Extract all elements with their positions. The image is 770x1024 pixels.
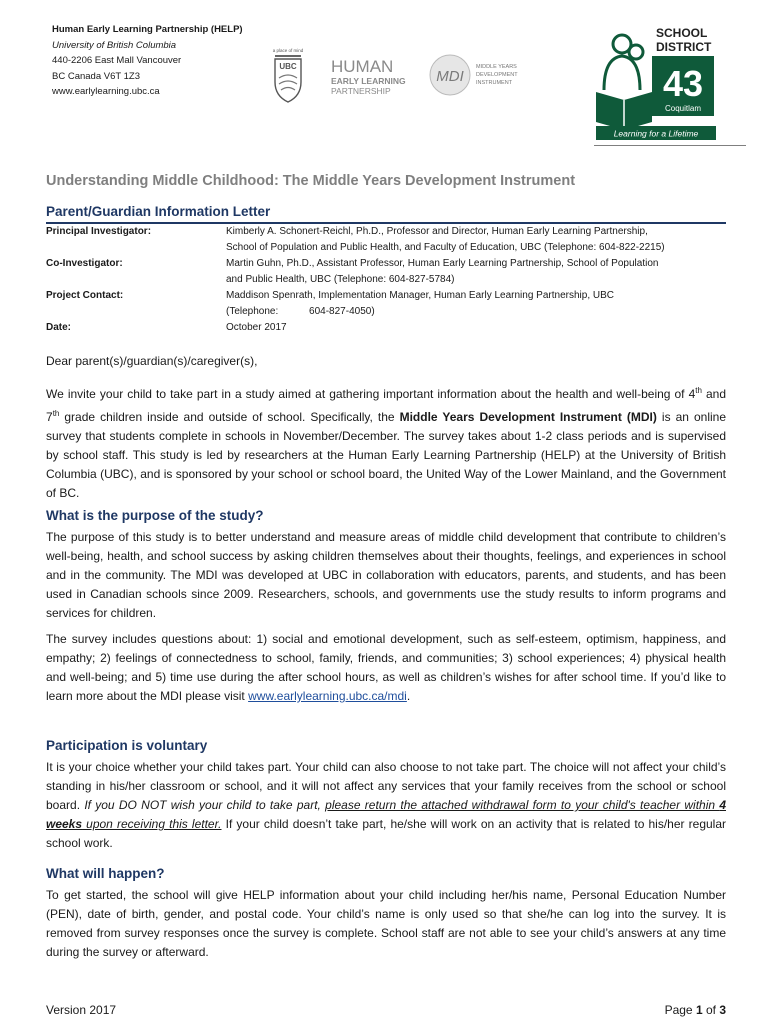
document-title: Understanding Middle Childhood: The Middle Years Development Instrument [46,173,576,189]
purpose-text-2-end: . [406,689,411,703]
contact-telephone-label: (Telephone: [226,306,279,317]
date-label: Date: [46,322,72,333]
project-contact-line-1: Maddison Spenrath, Implementation Manager, Human Early Learning Partnership, UBC [226,290,614,301]
mdi-logo-text-2: DEVELOPMENT [476,72,518,78]
help-logo-line-1: HUMAN [331,57,394,76]
help-logo-line-2: EARLY LEARNING [331,76,406,86]
page-total: 3 [719,1003,726,1017]
sd-logo-number: 43 [662,63,704,104]
pi-label: Principal Investigator: [46,226,152,237]
intro-sup-1: th [695,386,702,395]
purpose-heading: What is the purpose of the study? [46,508,264,523]
header-divider [594,145,746,146]
sd-logo-line-1: SCHOOL [656,26,708,40]
intro-text-1: We invite your child to take part in a study aimed at gathering important information about the health and well-being of 4 [46,387,696,401]
address-line-2: BC Canada V6T 1Z3 [52,70,141,82]
mdi-logo-text-3: INSTRUMENT [476,80,513,86]
contact-telephone-number: 604-827-4050) [309,306,375,317]
intro-text-3: grade children inside and outside of school. Specifically, the [59,410,400,424]
page-number: 1 [695,1003,703,1017]
website: www.earlylearning.ubc.ca [52,86,160,97]
ubc-wordmark: UBC [279,62,297,71]
intro-text-4: is an online survey that students complete in schools in November/December. The survey takes about 1-2 class periods and is supervised by school staff. This study is led by researchers at the Human Early Learning Partnership (HELP) at the University of British Columbia (UBC), and is sponsored by your school or school board, the United Way of the Lower Mainland, and the Government of BC. [46,410,726,500]
project-contact-line-2 [226,304,726,320]
participation-heading: Participation is voluntary [46,738,208,753]
participation-weeks: 4 weeks [46,798,726,831]
participation-upon-receiving: upon receiving this letter. [82,817,222,831]
participation-text-2: If your child doesn’t take part, he/she will work on an activity that is related to his/her regular school work. [46,817,726,850]
project-contact-label: Project Contact: [46,290,124,301]
co-investigator-label: Co-Investigator: [46,258,123,269]
school-district-logo [596,20,716,142]
mdi-logo-mark: MDI [436,68,464,85]
ubc-tagline: a place of mind [272,48,304,53]
co-investigator-line-2: and Public Health, UBC (Telephone: 604-827-5784) [226,274,455,285]
intro-sup-2: th [52,409,60,418]
date-value: October 2017 [226,322,287,333]
version-label: Version 2017 [46,1003,117,1017]
header-address [52,22,243,100]
mdi-logo [428,52,538,98]
help-logo-line-3: PARTNERSHIP [331,86,391,96]
purpose-paragraph-1: The purpose of this study is to better understand and measure areas of middle child development that contribute to children’s well-being, health, and school success by asking children themselves about their thoughts, feelings, and experiences in school and in the community. The MDI was developed at UBC in collaboration with educators, parents, and students, and has been used in Canadian schools since 2009. Researchers, schools, and governments use the study results to inform programs and services for children. [46,530,726,620]
help-logo [330,54,412,98]
intro-text-2: and 7 [46,387,726,424]
page-of: of [702,1003,720,1017]
mdi-logo-text-1: MIDDLE YEARS [476,64,517,70]
pi-line-1: Kimberly A. Schonert-Reichl, Ph.D., Professor and Director, Human Early Learning Partnership, [226,226,648,237]
purpose-text-2: The survey includes questions about: 1) social and emotional development, such as self-esteem, optimism, happiness, and empathy; 2) feelings of connectedness to school, family, friends, and communities; 3) school experiences; 4) physical health and well-being; and 5) time use during the after school hours, as well as children’s wishes for after school time. If you’d like to learn more about the MDI please visit [46,632,726,703]
letter-title: Parent/Guardian Information Letter [46,204,271,219]
org-name: Human Early Learning Partnership (HELP) [52,24,243,35]
intro-paragraph [46,381,726,503]
university-name: University of British Columbia [52,39,177,51]
address-line-1: 440-2206 East Mall Vancouver [52,55,182,66]
participation-text-1: It is your choice whether your child takes part. Your child can also choose to not take part. The choice will not affect your child’s standing in his/her classroom or school, and it will not affect any services that your family receives from the school or school board. [46,760,726,812]
sd-logo-tagline: Learning for a Lifetime [613,128,699,139]
purpose-paragraph-2 [46,630,726,706]
participation-italic: If you DO NOT wish your child to take part, [84,798,326,812]
page-prefix: Page [664,1003,696,1017]
mdi-website-link[interactable]: www.earlylearning.ubc.ca/mdi [248,689,407,703]
ubc-logo [270,46,306,104]
intro-mdi-name: Middle Years Development Instrument (MDI) [399,410,657,424]
participation-paragraph [46,758,726,853]
page-indicator [665,1003,726,1017]
participation-withdrawal-instruction: please return the attached withdrawal form to your child's teacher within [325,798,720,812]
happen-heading: What will happen? [46,866,165,881]
salutation: Dear parent(s)/guardian(s)/caregiver(s), [46,354,258,368]
happen-paragraph: To get started, the school will give HELP information about your child including her/his name, Personal Education Number (PEN), date of birth, gender, and postal code. Your child’s name is only used so that she/he can log into the survey. It is removed from survey responses once the survey is complete. School staff are not able to see your child’s answers at any time during the survey or afterward. [46,888,726,959]
co-investigator-line-1: Martin Guhn, Ph.D., Assistant Professor, Human Early Learning Partnership, School of Population [226,258,659,269]
sd-logo-line-2: DISTRICT [656,40,712,54]
sd-logo-city: Coquitlam [664,104,702,113]
pi-line-2: School of Population and Public Health, and Faculty of Education, UBC (Telephone: 604-822-2215) [226,242,665,253]
